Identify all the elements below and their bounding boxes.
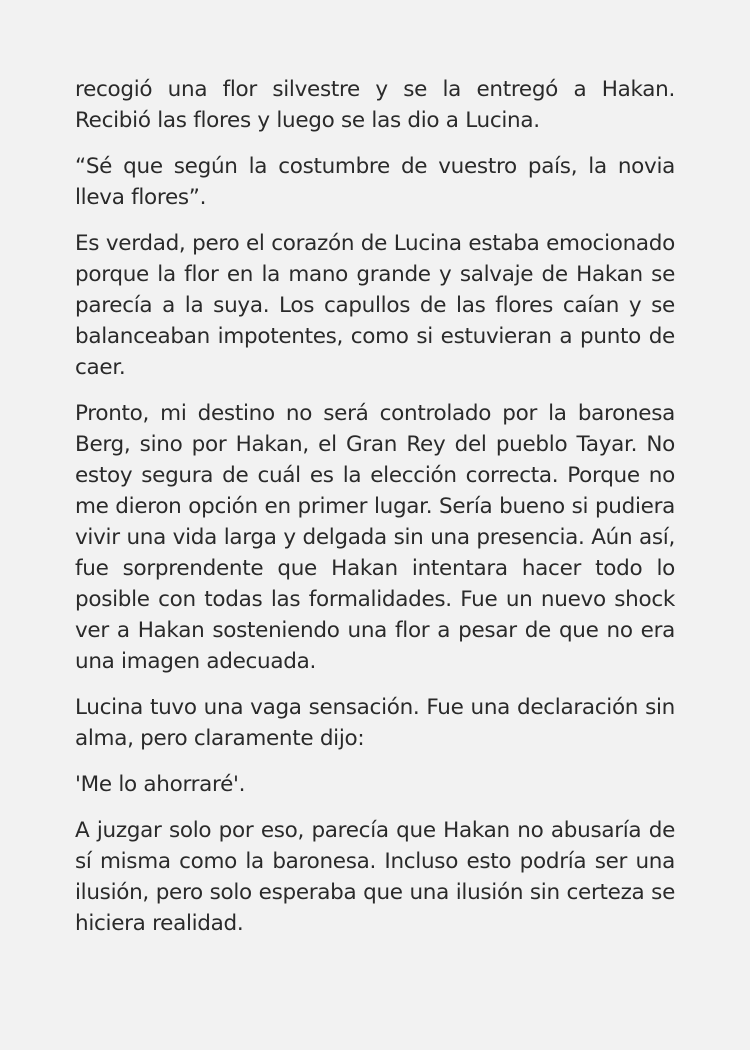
paragraph-6: 'Me lo ahorraré'. [75, 772, 246, 797]
paragraph-7: A juzgar solo por eso, parecía que Hakan no abusaría de sí misma como la baronesa. Incluso esto podría ser una ilusión, pero solo esperaba que una ilusión sin certeza se hiciera realidad. [75, 818, 675, 936]
paragraph-1: recogió una flor silvestre y se la entregó a Hakan. Recibió las flores y luego se las dio a Lucina. [75, 77, 675, 133]
paragraph-2: “Sé que según la costumbre de vuestro país, la novia lleva flores”. [75, 154, 675, 210]
paragraph-3: Es verdad, pero el corazón de Lucina estaba emocionado porque la flor en la mano grande y salvaje de Hakan se parecía a la suya. Los capullos de las flores caían y se balanceaban impotentes, como si estuvieran a punto de caer. [75, 231, 675, 380]
paragraph-4: Pronto, mi destino no será controlado por la baronesa Berg, sino por Hakan, el Gran Rey del pueblo Tayar. No estoy segura de cuál es la elección correcta. Porque no me dieron opción en primer lugar. Sería bueno si pudiera vivir una vida larga y delgada sin una presencia. Aún así, fue sorprendente que Hakan intentara hacer todo lo posible con todas las formalidades. Fue un nuevo shock ver a Hakan sosteniendo una flor a pesar de que no era una imagen adecuada. [75, 401, 675, 674]
paragraph-5: Lucina tuvo una vaga sensación. Fue una declaración sin alma, pero claramente dijo: [75, 695, 675, 751]
